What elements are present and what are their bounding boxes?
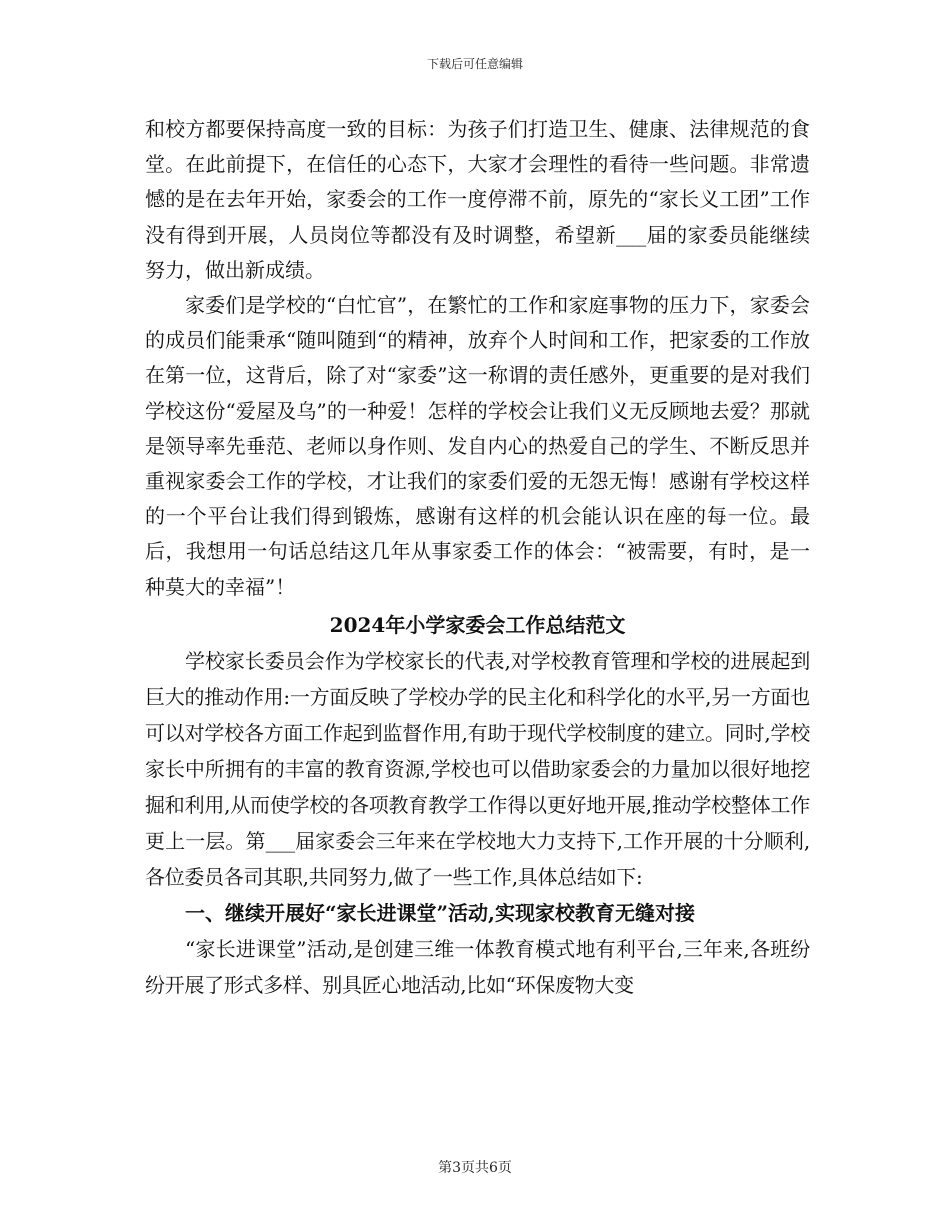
paragraph-parent-committee: 家委们是学校的“白忙官”，在繁忙的工作和家庭事物的压力下，家委会的成员们能秉承“随叫随到“的精神，放弃个人时间和工作，把家委的工作放在第一位，这背后，除了对“家委”这一称谓的责任感外，更重要的是对我们学校这份“爱屋及乌”的一种爱！怎样的学校会让我们义无反顾地去爱？那就是领导率先垂范、老师以身作则、发自内心的热爱自己的学生、不断反思并重视家委会工作的学校，才让我们的家委们爱的无怨无悔！感谢有学校这样的一个平台让我们得到锻炼，感谢有这样的机会能认识在座的每一位。最后，我想用一句话总结这几年从事家委工作的体会：“被需要，有时，是一种莫大的幸福”！	[145, 293, 810, 599]
paragraph-continued: 和校方都要保持高度一致的目标：为孩子们打造卫生、健康、法律规范的食堂。在此前提下，在信任的心态下，大家才会理性的看待一些问题。非常遗憾的是在去年开始，家委会的工作一度停滞不前，原先的“家长义工团”工作没有得到开展，人员岗位等都没有及时调整，希望新___届的家委员能继续努力，做出新成绩。	[145, 117, 810, 282]
paragraph-section-body: “家长进课堂”活动,是创建三维一体教育模式地有利平台,三年来,各班纷纷开展了形式多样、别具匠心地活动,比如“环保废物大变	[145, 936, 810, 997]
section-heading: 一、继续开展好“家长进课堂”活动,实现家校教育无缝对接	[185, 900, 695, 925]
document-title: 2024年小学家委会工作总结范文	[329, 612, 626, 637]
page-header: 下载后可任意编辑	[426, 57, 523, 71]
page-number: 第3页共6页	[438, 1160, 512, 1176]
document-body	[145, 112, 810, 1003]
paragraph-introduction: 学校家长委员会作为学校家长的代表,对学校教育管理和学校的进展起到巨大的推动作用:一方面反映了学校办学的民主化和科学化的水平,另一方面也可以对学校各方面工作起到监督作用,有助于现代学校制度的建立。同时,学校家长中所拥有的丰富的教育资源,学校也可以借助家委会的力量加以很好地挖掘和利用,从而使学校的各项教育教学工作得以更好地开展,推动学校整体工作更上一层。第___届家委会三年来在学校地大力支持下,工作开展的十分顺利,各位委员各司其职,共同努力,做了一些工作,具体总结如下:	[145, 648, 810, 889]
